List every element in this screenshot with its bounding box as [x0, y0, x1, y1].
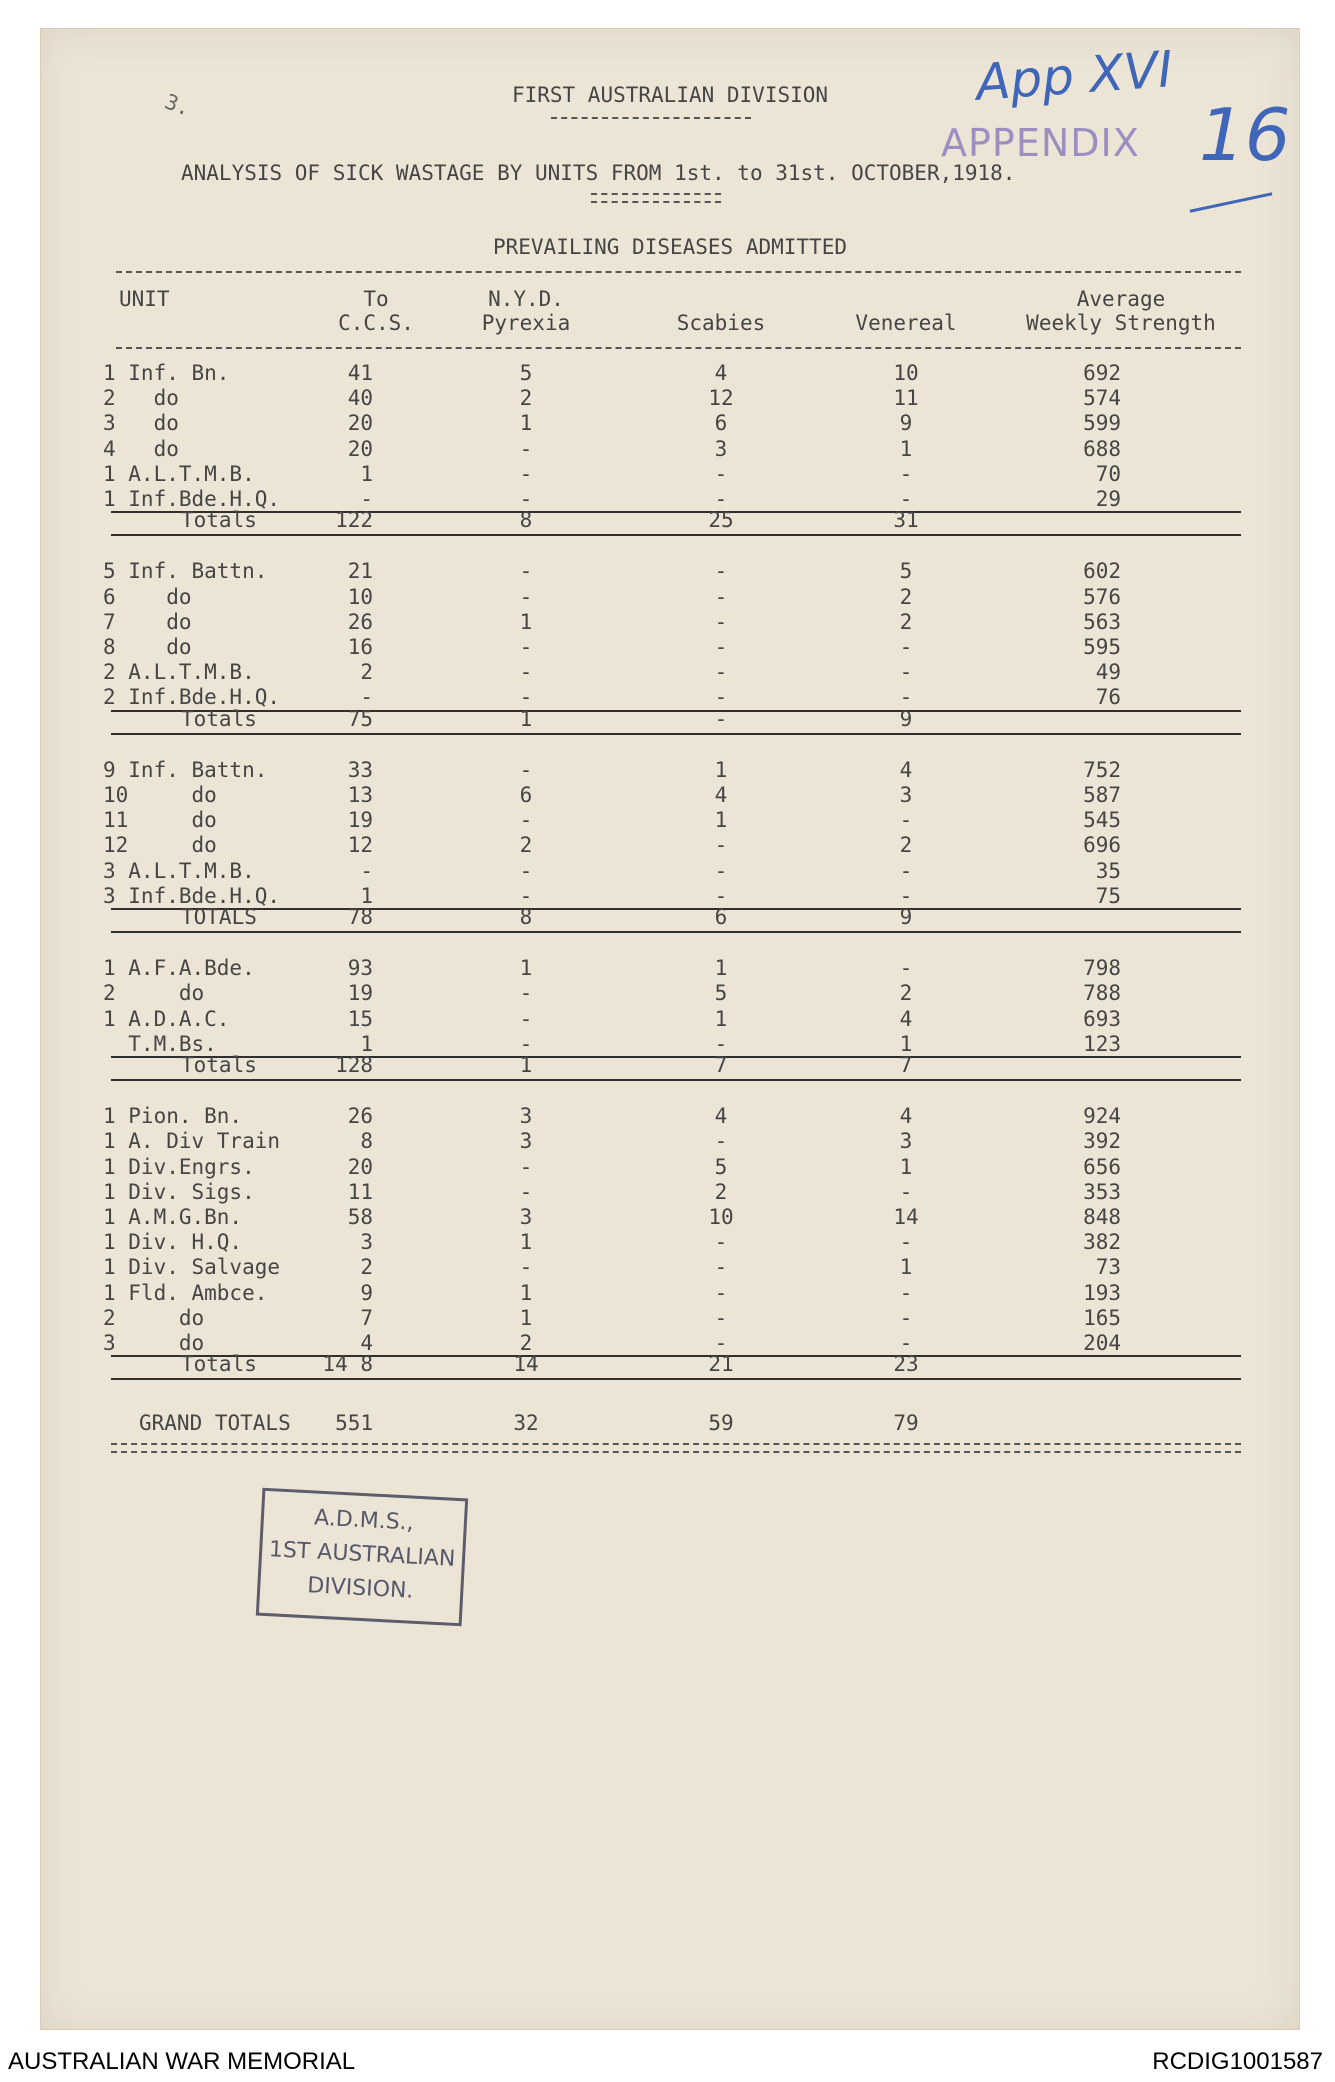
- strength-value: 599: [1083, 411, 1121, 436]
- group-bottom-rule: [111, 1079, 1241, 1081]
- col-header-unit: UNIT: [119, 287, 170, 311]
- stamp-line-1: A.D.M.S.,: [313, 1505, 415, 1536]
- division-heading: FIRST AUSTRALIAN DIVISION: [511, 83, 829, 107]
- strength-value: 693: [1083, 1006, 1121, 1031]
- totals-ccs: 78: [347, 905, 373, 929]
- col-header-ccs-1: To: [363, 287, 389, 311]
- unit-name: 3 do: [103, 411, 179, 436]
- totals-label: Totals: [181, 1053, 257, 1077]
- unit-name: 10 do: [103, 783, 217, 807]
- totals-ccs: 122: [335, 508, 373, 533]
- scabies-value: 1: [714, 808, 728, 833]
- ccs-value: 15: [347, 1006, 373, 1031]
- ccs-value: 13: [347, 783, 373, 807]
- venereal-value: 11: [893, 386, 919, 411]
- unit-name: 3 do: [103, 1331, 205, 1355]
- venereal-value: -: [899, 883, 913, 908]
- totals-scabies: 7: [714, 1053, 728, 1077]
- totals-venereal: 31: [893, 508, 919, 533]
- venereal-value: -: [899, 685, 913, 710]
- ccs-value: 1: [360, 883, 373, 908]
- strength-value: 204: [1083, 1331, 1121, 1355]
- nyd-value: 2: [519, 1331, 533, 1355]
- table-row: [41, 833, 1299, 859]
- scabies-value: -: [714, 1230, 728, 1255]
- totals-ccs: 75: [347, 706, 373, 731]
- ccs-value: -: [360, 685, 373, 710]
- venereal-value: 3: [899, 1129, 913, 1154]
- table-row: [41, 386, 1299, 412]
- scabies-value: 5: [714, 1154, 728, 1179]
- totals-row: [41, 905, 1299, 931]
- unit-name: 1 A.D.A.C.: [103, 1006, 230, 1031]
- nyd-value: -: [519, 461, 533, 486]
- venereal-value: -: [899, 956, 913, 981]
- totals-nyd: 14: [513, 1352, 539, 1377]
- unit-name: 1 Div. H.Q.: [103, 1230, 243, 1255]
- table-row: [41, 1230, 1299, 1256]
- nyd-value: -: [519, 1031, 533, 1056]
- venereal-value: -: [899, 808, 913, 833]
- handwritten-app-annotation: App XVI: [974, 40, 1175, 112]
- venereal-value: 5: [899, 559, 913, 584]
- totals-nyd: 8: [519, 905, 533, 929]
- table-row: [41, 981, 1299, 1007]
- header-bottom-rule: [116, 347, 1241, 349]
- scabies-value: 4: [714, 783, 728, 807]
- scabies-value: -: [714, 660, 728, 685]
- scabies-value: -: [714, 609, 728, 634]
- unit-name: 3 A.L.T.M.B.: [103, 858, 255, 883]
- unit-name: 2 A.L.T.M.B.: [103, 660, 255, 685]
- totals-label: Totals: [181, 508, 257, 533]
- totals-scabies: 21: [708, 1352, 734, 1377]
- col-header-scabies: Scabies: [676, 311, 766, 335]
- table-row: [41, 956, 1299, 982]
- handwritten-appendix-number: 16: [1199, 93, 1291, 177]
- nyd-value: 2: [519, 833, 533, 858]
- footer-item-id: RCDIG1001587: [1152, 2048, 1323, 2075]
- ccs-value: 12: [347, 833, 373, 858]
- venereal-value: 2: [899, 584, 913, 609]
- unit-name: 7 do: [103, 609, 192, 634]
- title-underline: [591, 193, 721, 203]
- nyd-value: -: [519, 1006, 533, 1031]
- nyd-value: -: [519, 1255, 533, 1280]
- venereal-value: 1: [899, 1031, 913, 1056]
- table-row: [41, 1205, 1299, 1231]
- ccs-value: 9: [360, 1280, 373, 1305]
- ccs-value: 7: [360, 1305, 373, 1330]
- nyd-value: 6: [519, 783, 533, 807]
- scabies-value: -: [714, 635, 728, 659]
- table-row: [41, 1255, 1299, 1281]
- totals-venereal: 9: [899, 706, 913, 731]
- strength-value: 752: [1083, 757, 1121, 782]
- totals-label: Totals: [181, 706, 257, 731]
- nyd-value: 1: [519, 956, 533, 981]
- unit-name: 1 A.L.T.M.B.: [103, 461, 255, 486]
- nyd-value: 2: [519, 386, 533, 411]
- table-row: [41, 808, 1299, 834]
- scabies-value: 1: [714, 956, 728, 981]
- table-row: [41, 859, 1299, 885]
- strength-value: 35: [1095, 858, 1121, 883]
- col-header-ccs-2: C.C.S.: [338, 311, 414, 335]
- adms-stamp: [256, 1488, 468, 1627]
- venereal-value: -: [899, 1280, 913, 1305]
- venereal-value: -: [899, 660, 913, 685]
- venereal-value: -: [899, 461, 913, 486]
- venereal-value: 2: [899, 609, 913, 634]
- nyd-value: 3: [519, 1129, 533, 1154]
- strength-value: 798: [1083, 956, 1121, 981]
- totals-row: [41, 1053, 1299, 1079]
- group-bottom-rule: [111, 733, 1241, 735]
- totals-nyd: 1: [519, 706, 533, 731]
- strength-value: 165: [1083, 1305, 1121, 1330]
- nyd-value: -: [519, 757, 533, 782]
- nyd-value: 1: [519, 1230, 533, 1255]
- unit-name: 5 Inf. Battn.: [103, 559, 268, 584]
- nyd-value: -: [519, 858, 533, 883]
- table-row: [41, 411, 1299, 437]
- strength-value: 382: [1083, 1230, 1121, 1255]
- nyd-value: -: [519, 487, 533, 511]
- nyd-value: 1: [519, 411, 533, 436]
- table-row: [41, 783, 1299, 809]
- ccs-value: 2: [360, 1255, 373, 1280]
- venereal-value: 1: [899, 1154, 913, 1179]
- document-page: [40, 28, 1300, 2030]
- venereal-value: -: [899, 635, 913, 659]
- venereal-value: 4: [899, 1104, 913, 1129]
- stamp-line-3: DIVISION.: [306, 1573, 415, 1604]
- table-row: [41, 660, 1299, 686]
- table-row: [41, 758, 1299, 784]
- strength-value: 574: [1083, 386, 1121, 411]
- unit-name: 6 do: [103, 584, 192, 609]
- ccs-value: 33: [347, 757, 373, 782]
- nyd-value: 1: [519, 1280, 533, 1305]
- strength-value: 49: [1095, 660, 1121, 685]
- strength-value: 123: [1083, 1031, 1121, 1056]
- venereal-value: -: [899, 1179, 913, 1204]
- unit-name: 2 do: [103, 981, 205, 1006]
- nyd-value: -: [519, 559, 533, 584]
- table-row: [41, 610, 1299, 636]
- totals-label: Totals: [181, 1352, 257, 1377]
- table-row: [41, 1007, 1299, 1033]
- col-header-venereal: Venereal: [855, 311, 957, 335]
- strength-value: 924: [1083, 1104, 1121, 1129]
- nyd-value: -: [519, 981, 533, 1006]
- totals-venereal: 7: [899, 1053, 913, 1077]
- venereal-value: 10: [893, 361, 919, 385]
- scabies-value: -: [714, 1129, 728, 1154]
- table-row: [41, 462, 1299, 488]
- totals-row: [41, 707, 1299, 733]
- table-row: [41, 361, 1299, 387]
- ccs-value: 2: [360, 660, 373, 685]
- nyd-value: -: [519, 660, 533, 685]
- grand-totals-row: [41, 1411, 1299, 1437]
- nyd-value: -: [519, 584, 533, 609]
- unit-name: 2 do: [103, 386, 179, 411]
- venereal-value: -: [899, 1305, 913, 1330]
- totals-ccs: 128: [335, 1053, 373, 1077]
- unit-name: 1 A.M.G.Bn.: [103, 1205, 243, 1229]
- scabies-value: -: [714, 1255, 728, 1280]
- nyd-value: -: [519, 883, 533, 908]
- col-header-nyd-2: Pyrexia: [481, 311, 571, 335]
- ccs-value: 10: [347, 584, 373, 609]
- totals-row: [41, 1352, 1299, 1378]
- grand-totals-label: GRAND TOTALS: [139, 1411, 291, 1436]
- venereal-value: 3: [899, 783, 913, 807]
- unit-name: 1 Div.Engrs.: [103, 1154, 255, 1179]
- unit-name: 1 Fld. Ambce.: [103, 1280, 268, 1305]
- table-top-rule: [116, 271, 1241, 273]
- unit-name: 12 do: [103, 833, 217, 858]
- nyd-value: 5: [519, 361, 533, 385]
- scabies-value: 1: [714, 757, 728, 782]
- totals-row: [41, 508, 1299, 534]
- document-title: ANALYSIS OF SICK WASTAGE BY UNITS FROM 1st. to 31st. OCTOBER,1918.: [181, 161, 1016, 185]
- venereal-value: -: [899, 1230, 913, 1255]
- scabies-value: -: [714, 1331, 728, 1355]
- venereal-value: 1: [899, 436, 913, 461]
- unit-name: 3 Inf.Bde.H.Q.: [103, 883, 281, 908]
- grand-totals-double-rule: [111, 1443, 1241, 1453]
- scabies-value: -: [714, 1031, 728, 1056]
- strength-value: 29: [1095, 487, 1121, 511]
- strength-value: 576: [1083, 584, 1121, 609]
- venereal-value: 14: [893, 1205, 919, 1229]
- nyd-value: 3: [519, 1205, 533, 1229]
- ccs-value: 3: [360, 1230, 373, 1255]
- ccs-value: 19: [347, 808, 373, 833]
- scabies-value: 4: [714, 361, 728, 385]
- appendix-stamp: APPENDIX: [941, 121, 1140, 165]
- ccs-value: 21: [347, 559, 373, 584]
- nyd-value: -: [519, 635, 533, 659]
- strength-value: 353: [1083, 1179, 1121, 1204]
- col-header-average-1: Average: [1076, 287, 1166, 311]
- unit-name: 1 Pion. Bn.: [103, 1104, 243, 1129]
- ccs-value: 8: [360, 1129, 373, 1154]
- col-header-nyd-1: N.Y.D.: [488, 287, 564, 311]
- scabies-value: 4: [714, 1104, 728, 1129]
- page-mark: 3.: [161, 89, 194, 121]
- scabies-value: -: [714, 858, 728, 883]
- handwritten-stroke: [1190, 192, 1273, 212]
- ccs-value: 20: [347, 436, 373, 461]
- strength-value: 587: [1083, 783, 1121, 807]
- unit-name: 1 Div. Salvage: [103, 1255, 281, 1280]
- scabies-value: -: [714, 559, 728, 584]
- venereal-value: 9: [899, 411, 913, 436]
- unit-name: T.M.Bs.: [103, 1031, 217, 1056]
- venereal-value: -: [899, 487, 913, 511]
- scabies-value: -: [714, 584, 728, 609]
- table-row: [41, 1180, 1299, 1206]
- grand-totals-scabies: 59: [708, 1411, 734, 1436]
- footer-archive-name: AUSTRALIAN WAR MEMORIAL: [8, 2048, 356, 2075]
- scabies-value: 12: [708, 386, 734, 411]
- ccs-value: 26: [347, 609, 373, 634]
- ccs-value: 1: [360, 1031, 373, 1056]
- strength-value: 656: [1083, 1154, 1121, 1179]
- table-row: [41, 1104, 1299, 1130]
- nyd-value: -: [519, 808, 533, 833]
- scabies-value: 10: [708, 1205, 734, 1229]
- totals-ccs: 14 8: [322, 1352, 373, 1377]
- unit-name: 9 Inf. Battn.: [103, 757, 268, 782]
- venereal-value: 1: [899, 1255, 913, 1280]
- venereal-value: -: [899, 1331, 913, 1355]
- scabies-value: 1: [714, 1006, 728, 1031]
- group-bottom-rule: [111, 931, 1241, 933]
- strength-value: 193: [1083, 1280, 1121, 1305]
- table-row: [41, 1281, 1299, 1307]
- unit-name: 2 do: [103, 1305, 205, 1330]
- nyd-value: -: [519, 1154, 533, 1179]
- ccs-value: 4: [360, 1331, 373, 1355]
- group-bottom-rule: [111, 1378, 1241, 1380]
- ccs-value: 41: [347, 361, 373, 385]
- totals-label: TOTALS: [181, 905, 257, 929]
- strength-value: 595: [1083, 635, 1121, 659]
- venereal-value: 4: [899, 1006, 913, 1031]
- totals-nyd: 1: [519, 1053, 533, 1077]
- scabies-value: 6: [714, 411, 728, 436]
- nyd-value: -: [519, 1179, 533, 1204]
- ccs-value: 20: [347, 411, 373, 436]
- strength-value: 688: [1083, 436, 1121, 461]
- totals-venereal: 9: [899, 905, 913, 929]
- ccs-value: -: [360, 858, 373, 883]
- unit-name: 4 do: [103, 436, 179, 461]
- venereal-value: -: [899, 858, 913, 883]
- table-row: [41, 437, 1299, 463]
- nyd-value: -: [519, 436, 533, 461]
- scabies-value: -: [714, 487, 728, 511]
- stamp-line-2: 1ST AUSTRALIAN: [268, 1537, 456, 1572]
- scabies-value: 3: [714, 436, 728, 461]
- ccs-value: 93: [347, 956, 373, 981]
- venereal-value: 2: [899, 833, 913, 858]
- unit-name: 1 Div. Sigs.: [103, 1179, 255, 1204]
- scabies-value: -: [714, 1280, 728, 1305]
- unit-name: 1 A. Div Train: [103, 1129, 281, 1154]
- nyd-value: -: [519, 685, 533, 710]
- ccs-value: 58: [347, 1205, 373, 1229]
- venereal-value: 4: [899, 757, 913, 782]
- table-row: [41, 1155, 1299, 1181]
- nyd-value: 1: [519, 1305, 533, 1330]
- venereal-value: 2: [899, 981, 913, 1006]
- table-row: [41, 1306, 1299, 1332]
- strength-value: 75: [1095, 883, 1121, 908]
- ccs-value: 20: [347, 1154, 373, 1179]
- totals-venereal: 23: [893, 1352, 919, 1377]
- strength-value: 788: [1083, 981, 1121, 1006]
- table-row: [41, 585, 1299, 611]
- scabies-value: -: [714, 883, 728, 908]
- ccs-value: 19: [347, 981, 373, 1006]
- strength-value: 696: [1083, 833, 1121, 858]
- unit-name: 11 do: [103, 808, 217, 833]
- totals-scabies: -: [714, 706, 728, 731]
- col-header-average-2: Weekly Strength: [1026, 311, 1216, 335]
- unit-name: 2 Inf.Bde.H.Q.: [103, 685, 281, 710]
- grand-totals-ccs: 551: [335, 1411, 373, 1436]
- unit-name: 1 A.F.A.Bde.: [103, 956, 255, 981]
- unit-name: 1 Inf. Bn.: [103, 361, 230, 385]
- ccs-value: 1: [360, 461, 373, 486]
- strength-value: 70: [1095, 461, 1121, 486]
- unit-name: 8 do: [103, 635, 192, 659]
- totals-scabies: 25: [708, 508, 734, 533]
- totals-scabies: 6: [714, 905, 728, 929]
- ccs-value: 26: [347, 1104, 373, 1129]
- scabies-value: -: [714, 461, 728, 486]
- table-subtitle: PREVAILING DISEASES ADMITTED: [492, 235, 847, 259]
- ccs-value: 40: [347, 386, 373, 411]
- grand-totals-nyd: 32: [513, 1411, 539, 1436]
- strength-value: 563: [1083, 609, 1121, 634]
- table-row: [41, 1129, 1299, 1155]
- nyd-value: 1: [519, 609, 533, 634]
- ccs-value: 11: [347, 1179, 373, 1204]
- strength-value: 76: [1095, 685, 1121, 710]
- strength-value: 73: [1095, 1255, 1121, 1280]
- ccs-value: -: [360, 487, 373, 511]
- scabies-value: -: [714, 833, 728, 858]
- totals-nyd: 8: [519, 508, 533, 533]
- strength-value: 545: [1083, 808, 1121, 833]
- scabies-value: 5: [714, 981, 728, 1006]
- strength-value: 692: [1083, 361, 1121, 385]
- table-row: [41, 559, 1299, 585]
- strength-value: 848: [1083, 1205, 1121, 1229]
- grand-totals-venereal: 79: [893, 1411, 919, 1436]
- ccs-value: 16: [347, 635, 373, 659]
- unit-name: 1 Inf.Bde.H.Q.: [103, 487, 281, 511]
- group-bottom-rule: [111, 534, 1241, 536]
- table-row: [41, 635, 1299, 661]
- scabies-value: 2: [714, 1179, 728, 1204]
- scabies-value: -: [714, 1305, 728, 1330]
- heading-underline: [551, 117, 751, 119]
- strength-value: 602: [1083, 559, 1121, 584]
- strength-value: 392: [1083, 1129, 1121, 1154]
- scabies-value: -: [714, 685, 728, 710]
- nyd-value: 3: [519, 1104, 533, 1129]
